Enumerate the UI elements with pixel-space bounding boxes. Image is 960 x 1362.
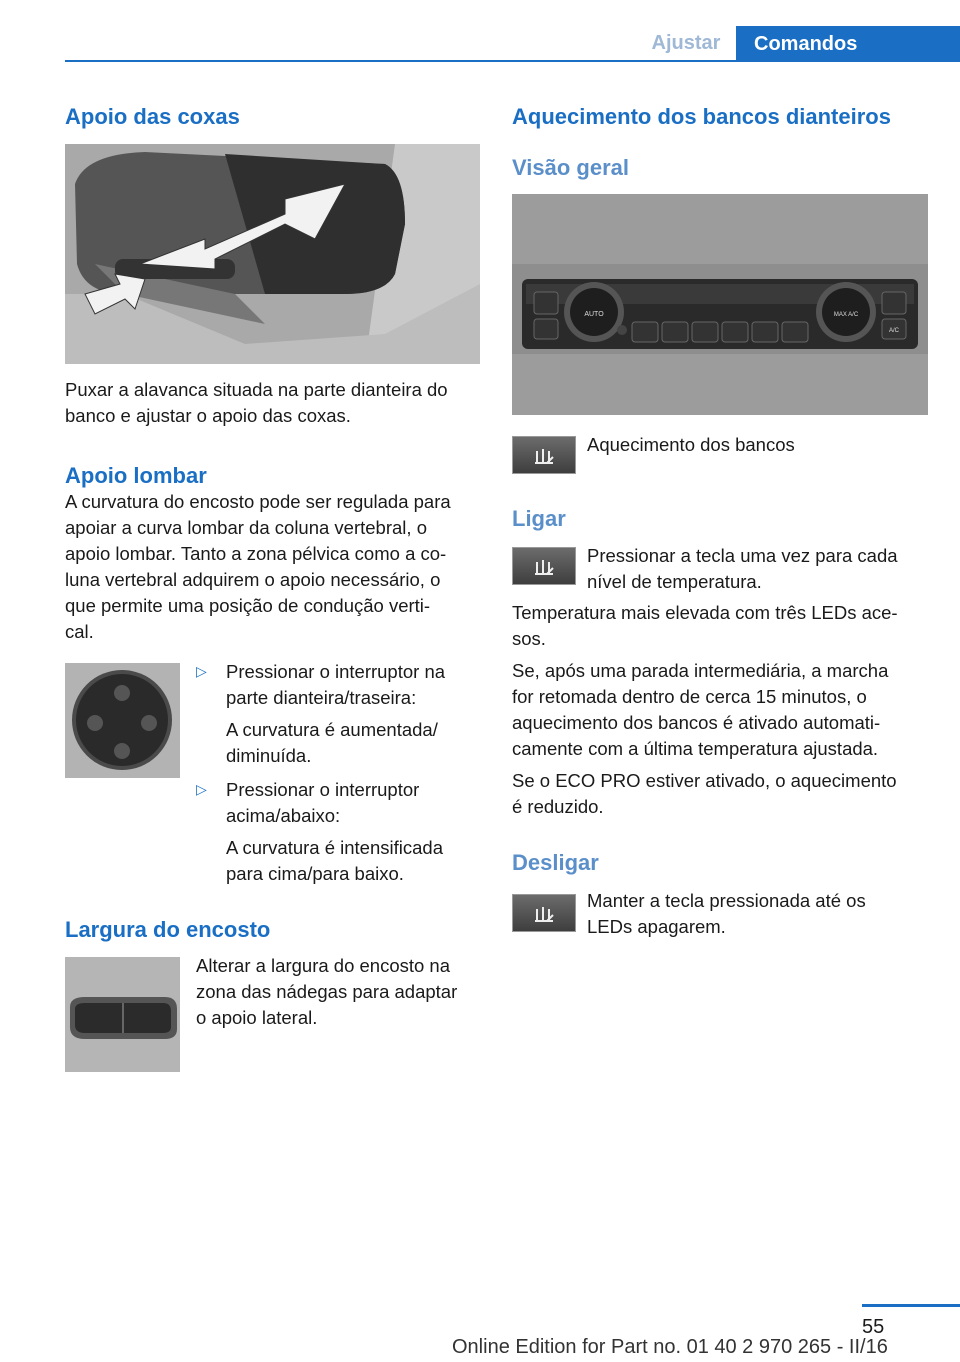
- panel-max-label: MAX A/C: [833, 312, 859, 318]
- text-line: apoio lombar. Tanto a zona pélvica como a co-: [65, 543, 447, 564]
- text-line: A curvatura é intensificada: [226, 837, 443, 858]
- seat-heating-icon: [512, 547, 576, 585]
- list-item: [196, 659, 486, 769]
- off-instructions: [587, 888, 932, 940]
- text-line: for retomada dentro de cerca 15 minutos, o: [512, 686, 867, 707]
- thigh-text: Puxar a alavanca situada na parte dianteira do banco e ajustar o apoio das coxas.: [65, 379, 448, 426]
- text-line: Pressionar o interruptor na: [226, 661, 446, 682]
- section-title-lumbar: Apoio lombar: [65, 463, 207, 488]
- text-line: A curvatura do encosto pode ser regulada para: [65, 491, 451, 512]
- text-line: Temperatura mais elevada com três LEDs ace-: [512, 602, 898, 623]
- climate-control-panel-image: [512, 194, 928, 415]
- section-title-heating: Aquecimento dos bancos dianteiros: [512, 104, 891, 129]
- text-line: Pressionar o interruptor: [226, 779, 420, 800]
- subsection-off: Desligar: [512, 850, 599, 875]
- heating-caption: Aquecimento dos bancos: [587, 434, 795, 455]
- width-text: [196, 953, 486, 1031]
- tab-ajustar[interactable]: Ajustar: [651, 31, 721, 54]
- text-line: sos.: [512, 628, 546, 649]
- text-line: Se, após uma parada intermediária, a marcha: [512, 660, 889, 681]
- text-line: LEDs apagarem.: [587, 916, 726, 937]
- list-item: [196, 777, 486, 887]
- text-line: apoiar a curva lombar da coluna vertebral, o: [65, 517, 427, 538]
- text-line: luna vertebral adquirem o apoio necessário, o: [65, 569, 441, 590]
- seat-thigh-support-image: [65, 144, 480, 364]
- subsection-overview: Visão geral: [512, 155, 629, 180]
- bullet-marker: ▷: [196, 663, 207, 679]
- text-line: Alterar a largura do encosto na: [196, 955, 451, 976]
- text-line: parte dianteira/traseira:: [226, 687, 417, 708]
- text-line: nível de temperatura.: [587, 571, 762, 592]
- text-line: cal.: [65, 621, 94, 642]
- backrest-width-switch-image: [65, 957, 180, 1072]
- text-line: A curvatura é aumentada/: [226, 719, 438, 740]
- panel-auto-label: AUTO: [584, 311, 604, 318]
- tab-comandos[interactable]: Comandos: [736, 26, 960, 62]
- panel-ac-label: A/C: [888, 328, 900, 334]
- text-line: Se o ECO PRO estiver ativado, o aquecimento: [512, 770, 897, 791]
- text-line: aquecimento dos bancos é ativado automati-: [512, 712, 881, 733]
- text-line: diminuída.: [226, 745, 312, 766]
- text-line: zona das nádegas para adaptar: [196, 981, 458, 1002]
- edition-note: Online Edition for Part no. 01 40 2 970 265 - II/16: [452, 1336, 888, 1358]
- section-title-thigh: Apoio das coxas: [65, 104, 240, 129]
- seat-heating-icon: [512, 436, 576, 474]
- text-line: camente com a última temperatura ajustada.: [512, 738, 879, 759]
- lumbar-text: [65, 489, 485, 645]
- seat-heating-icon: [512, 894, 576, 932]
- section-title-width: Largura do encosto: [65, 917, 271, 942]
- text-line: para cima/para baixo.: [226, 863, 404, 884]
- text-line: é reduzido.: [512, 796, 604, 817]
- header-rule: [65, 60, 960, 62]
- page-number: 55: [862, 1316, 885, 1338]
- lumbar-bullet-list: [196, 659, 486, 887]
- text-line: Pressionar a tecla uma vez para cada: [587, 545, 898, 566]
- on-instructions: [587, 543, 932, 595]
- text-line: o apoio lateral.: [196, 1007, 318, 1028]
- text-line: Manter a tecla pressionada até os: [587, 890, 866, 911]
- lumbar-switch-image: [65, 663, 180, 778]
- footer-rule: [862, 1304, 960, 1307]
- bullet-marker: ▷: [196, 781, 207, 797]
- text-line: que permite uma posição de condução verti-: [65, 595, 431, 616]
- text-line: acima/abaixo:: [226, 805, 341, 826]
- on-text: [512, 600, 937, 820]
- subsection-on: Ligar: [512, 506, 566, 531]
